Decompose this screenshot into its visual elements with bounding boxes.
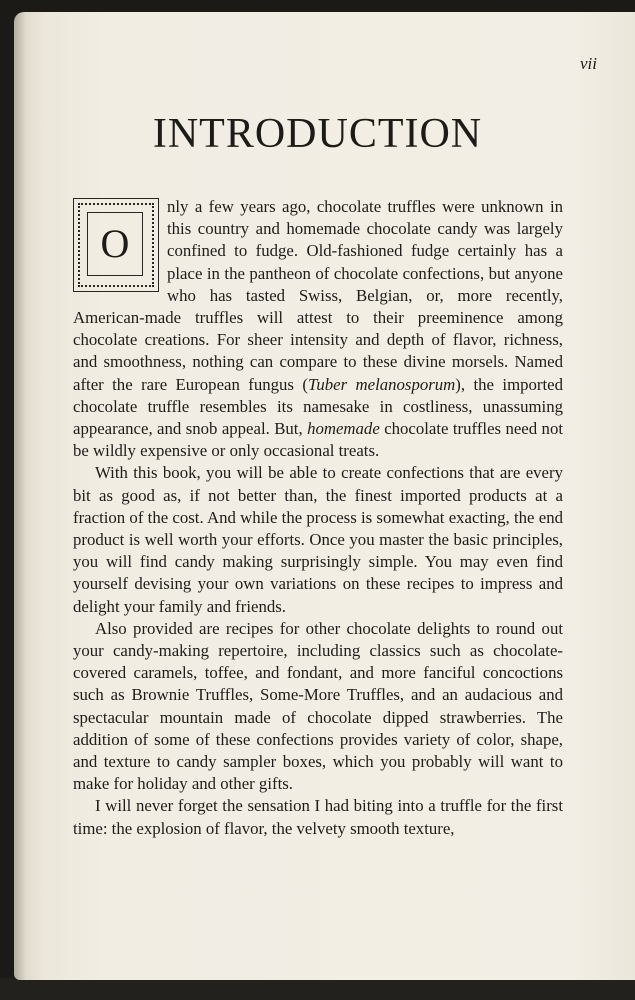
drop-cap-letter: O	[87, 212, 143, 276]
page-number: vii	[580, 54, 597, 73]
paragraph-3: Also provided are recipes for other chocolate delights to round out your candy-making repertoire, including classics such as chocolate-covered caramels, toffee, and fondant, and more fanciful concoctions such as Brownie Truffles, Some-More Truffles, and an audacious and spectacular mountain made of chocolate dipped strawberries. The addition of some of these confections provides variety of color, shape, and texture to candy sampler boxes, which you probably will want to make for holiday and other gifts.	[73, 618, 563, 794]
paragraph-4: I will never forget the sensation I had biting into a truffle for the first time: the explosion of flavor, the velvety smooth texture,	[73, 796, 563, 838]
paragraph-1-italic-homemade: homemade	[307, 419, 380, 439]
chapter-title: INTRODUCTION	[152, 111, 483, 157]
paragraph-1-text-a: nly a few years ago, chocolate truffles were unknown in this country and homemade chocolate candy was largely confined to fudge. Old-fashioned fudge certainly has a place in the pantheon of chocolate confections, but anyone who has tasted Swiss, Belgian, or, more recently, American-made truffles will attest to their preeminence among chocolate creations. For sheer intensity and depth of flavor, richness, and smoothness, nothing can compare to these divine morsels. Named after the rare European fungus (	[73, 197, 563, 394]
paragraph-1-text-b: ), the imported chocolate truffle resembles its namesake in costliness, unassuming appearance, and snob appeal. But,	[73, 374, 563, 439]
paragraph-1	[73, 196, 563, 462]
paragraph-2: With this book, you will be able to create confections that are every bit as good as, if not better than, the finest imported products at a fraction of the cost. And while the process is somewhat exacting, the end product is well worth your efforts. Once you master the basic principles, you will find candy making surprisingly simple. You may even find yourself devising your own variations on these recipes to impress and delight your family and friends.	[73, 463, 563, 616]
paragraph-1-italic-species: Tuber melanosporum	[307, 374, 456, 394]
drop-cap-ornament	[73, 198, 159, 292]
book-spine-shadow	[0, 978, 635, 1000]
paragraph-1-text-c: chocolate truffles need not be wildly expensive or only occasional treats.	[73, 419, 563, 461]
body-text	[73, 196, 563, 840]
